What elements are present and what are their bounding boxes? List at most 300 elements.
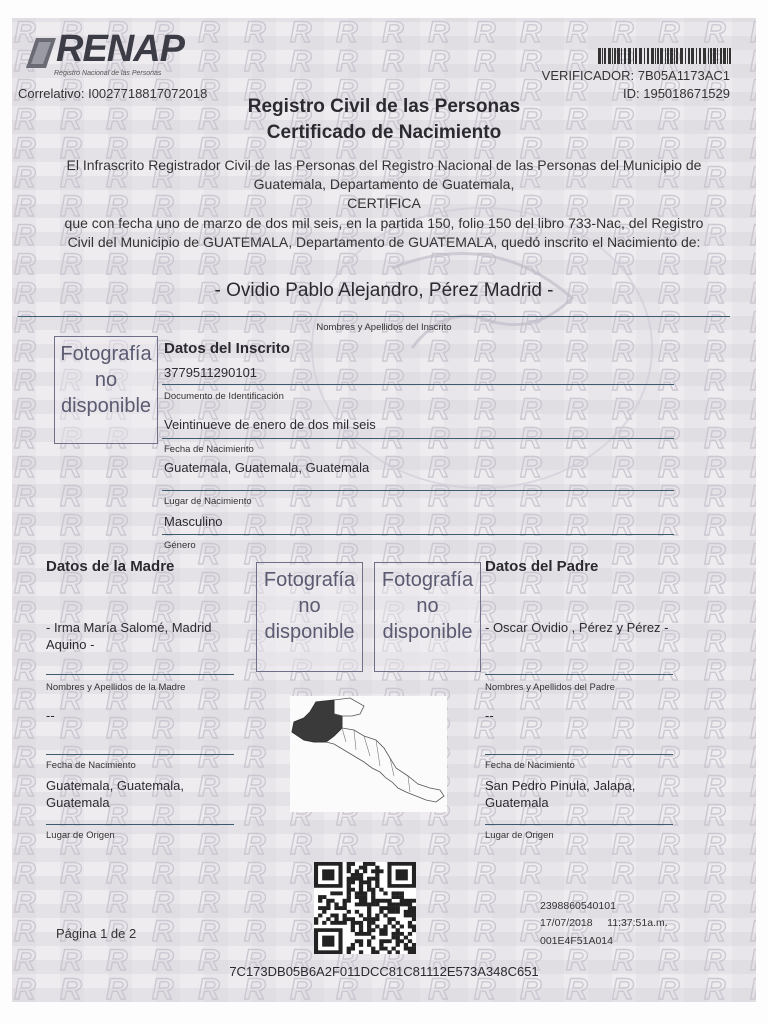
field-underline: [485, 824, 673, 825]
barcode-bar: [655, 48, 656, 64]
qr-module: [351, 943, 355, 947]
qr-module: [355, 939, 359, 943]
qr-module: [383, 939, 387, 943]
qr-module: [392, 925, 396, 929]
qr-module: [396, 910, 400, 914]
barcode-bar: [670, 48, 673, 64]
barcode-bar: [614, 48, 616, 64]
photo-text: no: [298, 595, 321, 617]
qr-module: [375, 873, 379, 877]
qr-module: [404, 902, 408, 906]
qr-module: [330, 891, 334, 895]
qr-module: [396, 906, 400, 910]
qr-module: [396, 891, 400, 895]
qr-module: [396, 895, 400, 899]
qr-module: [351, 947, 355, 951]
qr-module: [347, 869, 351, 873]
qr-module: [396, 928, 400, 932]
qr-module: [392, 895, 396, 899]
qr-module: [396, 950, 400, 954]
document-id: ID: 195018671529: [623, 86, 730, 101]
qr-module: [375, 925, 379, 929]
barcode-bar: [674, 48, 675, 64]
photo-text: Fotografía: [263, 569, 356, 591]
qr-module: [347, 880, 351, 884]
qr-module: [383, 914, 387, 918]
qr-module: [375, 950, 379, 954]
qr-module: [363, 869, 367, 873]
qr-module: [347, 899, 351, 903]
qr-module: [334, 914, 338, 918]
barcode-bar: [657, 48, 659, 64]
qr-module: [371, 921, 375, 925]
qr-module: [400, 925, 404, 929]
qr-module: [404, 943, 408, 947]
qr-module: [412, 943, 416, 947]
barcode-bar: [602, 48, 603, 64]
qr-finder-module: [396, 869, 408, 880]
print-id: 2398860540101: [540, 900, 616, 912]
qr-module: [322, 895, 326, 899]
qr-module: [347, 862, 351, 866]
qr-module: [367, 921, 371, 925]
verification-hash: 7C173DB05B6A2F011DCC81C81112E573A348C651: [229, 964, 539, 979]
qr-module: [343, 921, 347, 925]
qr-module: [347, 947, 351, 951]
barcode-bar: [621, 48, 622, 64]
qr-module: [363, 866, 367, 870]
print-code: 001E4F51A014: [540, 935, 613, 947]
qr-module: [326, 899, 330, 903]
qr-module: [367, 914, 371, 918]
mother-origin: Guatemala: [46, 795, 110, 810]
qr-module: [408, 932, 412, 936]
qr-module: [383, 947, 387, 951]
barcode-bar: [717, 48, 718, 64]
qr-finder-module: [322, 936, 334, 947]
qr-module: [367, 925, 371, 929]
qr-module: [371, 895, 375, 899]
qr-module: [396, 932, 400, 936]
field-underline: [162, 490, 674, 491]
qr-module: [359, 884, 363, 888]
qr-module: [412, 950, 416, 954]
father-photo-placeholder: [374, 562, 481, 672]
father-origin: San Pedro Pinula, Jalapa,: [485, 778, 636, 793]
qr-module: [379, 906, 383, 910]
qr-module: [412, 947, 416, 951]
qr-module: [412, 899, 416, 903]
qr-module: [363, 862, 367, 866]
qr-module: [318, 895, 322, 899]
qr-module: [347, 891, 351, 895]
barcode-bar: [651, 48, 654, 64]
qr-module: [371, 917, 375, 921]
qr-module: [387, 950, 391, 954]
mother-section-title: Datos de la Madre: [46, 558, 175, 575]
father-origin-caption: Lugar de Origen: [485, 830, 554, 841]
qr-module: [379, 932, 383, 936]
registrant-full-name: - Ovidio Pablo Alejandro, Pérez Madrid -: [214, 280, 554, 301]
registrant-birth-place: Guatemala, Guatemala, Guatemala: [164, 460, 370, 475]
qr-module: [367, 910, 371, 914]
correlativo: Correlativo: I0027718817072018: [18, 86, 208, 101]
qr-module: [367, 939, 371, 943]
barcode-bar: [720, 48, 722, 64]
qr-module: [408, 914, 412, 918]
qr-module: [375, 902, 379, 906]
photo-text: no: [94, 369, 118, 391]
logo-subtitle: Registro Nacional de las Personas: [54, 70, 162, 77]
barcode-bar: [635, 48, 637, 64]
photo-text: no: [416, 595, 439, 617]
field-underline: [46, 674, 234, 675]
barcode-bar: [667, 48, 669, 64]
qr-module: [367, 884, 371, 888]
barcode-bar: [696, 48, 697, 64]
gender-caption: Género: [164, 540, 196, 551]
qr-module: [334, 902, 338, 906]
qr-module: [371, 899, 375, 903]
qr-module: [338, 891, 342, 895]
qr-module: [375, 880, 379, 884]
qr-module: [408, 939, 412, 943]
qr-module: [387, 939, 391, 943]
qr-module: [408, 947, 412, 951]
photo-text: disponible: [264, 621, 355, 643]
qr-module: [330, 914, 334, 918]
qr-module: [359, 914, 363, 918]
qr-module: [367, 906, 371, 910]
document-caption: Documento de Identificación: [164, 391, 284, 402]
qr-module: [355, 877, 359, 881]
barcode-bar: [723, 48, 726, 64]
qr-module: [314, 917, 318, 921]
qr-module: [387, 921, 391, 925]
qr-module: [400, 895, 404, 899]
qr-module: [379, 928, 383, 932]
qr-module: [351, 928, 355, 932]
qr-module: [404, 914, 408, 918]
qr-module: [392, 902, 396, 906]
verificador: VERIFICADOR: 7B05A1173AC1: [541, 68, 730, 83]
photo-text: disponible: [382, 621, 473, 643]
field-underline: [162, 438, 674, 439]
page-counter: Página 1 de 2: [56, 926, 137, 941]
title-registry: Registro Civil de las Personas: [247, 96, 521, 117]
qr-module: [371, 888, 375, 892]
registrant-document: 3779511290101: [164, 365, 258, 380]
qr-module: [351, 873, 355, 877]
qr-module: [355, 891, 359, 895]
print-timestamp: 17/07/2018 11:37:51a.m.: [540, 917, 668, 929]
qr-module: [334, 921, 338, 925]
qr-module: [404, 910, 408, 914]
qr-module: [330, 899, 334, 903]
qr-module: [392, 906, 396, 910]
registrant-photo-placeholder: [54, 336, 158, 444]
qr-module: [343, 906, 347, 910]
qr-module: [387, 917, 391, 921]
qr-module: [355, 910, 359, 914]
qr-module: [359, 950, 363, 954]
qr-module: [363, 932, 367, 936]
qr-module: [343, 902, 347, 906]
barcode-bar: [644, 48, 645, 64]
qr-module: [351, 862, 355, 866]
barcode-bar: [665, 48, 666, 64]
qr-module: [330, 921, 334, 925]
qr-module: [359, 902, 363, 906]
father-origin: Guatemala: [485, 795, 549, 810]
qr-module: [355, 902, 359, 906]
qr-module: [404, 899, 408, 903]
qr-module: [363, 917, 367, 921]
qr-module: [379, 939, 383, 943]
qr-module: [347, 917, 351, 921]
barcode-bar: [647, 48, 649, 64]
qr-module: [387, 910, 391, 914]
barcode-bar: [688, 48, 690, 64]
qr-module: [359, 891, 363, 895]
qr-module: [396, 936, 400, 940]
qr-module: [392, 891, 396, 895]
qr-module: [351, 917, 355, 921]
mother-birth-date-caption: Fecha de Nacimiento: [46, 760, 136, 771]
mother-name: - Irma María Salomé, Madrid: [46, 620, 212, 635]
qr-module: [387, 906, 391, 910]
qr-finder-module: [322, 869, 334, 880]
qr-module: [408, 899, 412, 903]
qr-module: [359, 895, 363, 899]
qr-module: [412, 917, 416, 921]
barcode-bar: [729, 48, 731, 64]
qr-module: [412, 914, 416, 918]
barcode-bar: [699, 48, 701, 64]
qr-module: [371, 862, 375, 866]
qr-module: [322, 910, 326, 914]
registrant-birth-date: Veintinueve de enero de dos mil seis: [164, 417, 376, 432]
field-underline: [162, 384, 674, 385]
qr-module: [367, 917, 371, 921]
qr-module: [392, 917, 396, 921]
barcode-bar: [624, 48, 626, 64]
qr-module: [383, 925, 387, 929]
qr-module: [359, 873, 363, 877]
qr-module: [375, 917, 379, 921]
qr-module: [343, 899, 347, 903]
barcode-bar: [676, 48, 678, 64]
qr-module: [375, 869, 379, 873]
registrant-name-caption: Nombres y Apellidos del Inscrito: [316, 322, 452, 333]
qr-module: [408, 902, 412, 906]
qr-module: [412, 928, 416, 932]
qr-module: [371, 869, 375, 873]
qr-module: [322, 921, 326, 925]
qr-module: [334, 891, 338, 895]
central-america-map: [290, 696, 447, 812]
father-birth-date-caption: Fecha de Nacimiento: [485, 760, 575, 771]
qr-module: [375, 914, 379, 918]
qr-module: [371, 891, 375, 895]
qr-module: [404, 936, 408, 940]
mother-origin: Guatemala, Guatemala,: [46, 778, 185, 793]
field-underline: [46, 754, 234, 755]
qr-module: [326, 902, 330, 906]
birth-place-caption: Lugar de Nacimiento: [164, 496, 252, 507]
qr-module: [347, 877, 351, 881]
qr-module: [338, 906, 342, 910]
father-birth-date: --: [485, 708, 494, 723]
barcode-bar: [713, 48, 716, 64]
qr-module: [334, 906, 338, 910]
photo-text: disponible: [60, 395, 152, 417]
barcode-bar: [703, 48, 706, 64]
qr-module: [355, 869, 359, 873]
birth-date-caption: Fecha de Nacimiento: [164, 444, 254, 455]
qr-module: [347, 866, 351, 870]
registrant-section-title: Datos del Inscrito: [164, 340, 290, 357]
qr-module: [363, 895, 367, 899]
barcode-bar: [660, 48, 663, 64]
qr-module: [359, 939, 363, 943]
qr-module: [400, 902, 404, 906]
qr-module: [400, 899, 404, 903]
certificate-page: [12, 18, 756, 1002]
field-underline: [162, 534, 674, 535]
qr-module: [408, 910, 412, 914]
field-underline: [485, 674, 673, 675]
mother-birth-date: --: [46, 708, 55, 723]
qr-module: [371, 877, 375, 881]
qr-module: [371, 936, 375, 940]
qr-module: [387, 902, 391, 906]
qr-module: [371, 950, 375, 954]
qr-module: [383, 906, 387, 910]
qr-module: [367, 862, 371, 866]
qr-module: [367, 902, 371, 906]
qr-module: [343, 917, 347, 921]
barcode-bar: [598, 48, 601, 64]
qr-module: [359, 928, 363, 932]
certifica-label: CERTIFICA: [347, 195, 421, 211]
qr-module: [355, 932, 359, 936]
qr-module: [359, 932, 363, 936]
barcode-bar: [710, 48, 712, 64]
qr-module: [367, 880, 371, 884]
registration-paragraph: que con fecha uno de marzo de dos mil seis, en la partida 150, folio 150 del libro 733-Nac, del Registro Civil del Municipio de GUATEMALA, Departamento de GUATEMALA, quedó inscrito el Nacimiento de:: [64, 215, 704, 250]
field-underline: [485, 754, 673, 755]
photo-text: Fotografía: [60, 343, 152, 365]
qr-module: [359, 943, 363, 947]
qr-module: [367, 932, 371, 936]
qr-module: [400, 891, 404, 895]
qr-module: [412, 910, 416, 914]
qr-module: [379, 888, 383, 892]
qr-module: [396, 921, 400, 925]
field-underline: [46, 824, 234, 825]
qr-module: [343, 914, 347, 918]
qr-module: [355, 921, 359, 925]
father-section-title: Datos del Padre: [485, 558, 599, 575]
photo-text: Fotografía: [381, 569, 474, 591]
intro-paragraph: El Infrascrito Registrador Civil de las Personas del Registro Nacional de las Personas del Municipio de Guatemala, Departamento de Guatemala,: [66, 157, 702, 192]
mother-name-caption: Nombres y Apellidos de la Madre: [46, 682, 186, 693]
qr-module: [408, 921, 412, 925]
qr-module: [412, 906, 416, 910]
logo-text: RENAP: [56, 28, 185, 70]
qr-module: [400, 939, 404, 943]
qr-module: [363, 891, 367, 895]
qr-module: [371, 928, 375, 932]
qr-module: [334, 917, 338, 921]
qr-module: [359, 877, 363, 881]
qr-module: [347, 950, 351, 954]
barcode-bar: [639, 48, 642, 64]
barcode-bar: [604, 48, 606, 64]
barcode-bar: [633, 48, 634, 64]
divider: [18, 316, 730, 317]
qr-module: [392, 947, 396, 951]
qr-module: [359, 888, 363, 892]
qr-module: [367, 943, 371, 947]
qr-module: [392, 910, 396, 914]
registrant-gender: Masculino: [164, 514, 223, 529]
mother-origin-caption: Lugar de Origen: [46, 830, 115, 841]
father-name: - Oscar Ovidio , Pérez y Pérez -: [485, 620, 669, 635]
qr-module: [359, 899, 363, 903]
qr-module: [314, 921, 318, 925]
title-certificate: Certificado de Nacimiento: [266, 122, 502, 143]
qr-module: [359, 921, 363, 925]
mother-photo-placeholder: [256, 562, 363, 672]
qr-module: [326, 917, 330, 921]
barcode-bar: [708, 48, 709, 64]
qr-module: [351, 877, 355, 881]
qr-module: [383, 899, 387, 903]
qr-module: [351, 925, 355, 929]
barcode-bar: [680, 48, 683, 64]
qr-module: [351, 921, 355, 925]
barcode: [598, 48, 732, 64]
qr-module: [404, 947, 408, 951]
qr-module: [367, 928, 371, 932]
qr-module: [375, 877, 379, 881]
qr-module: [359, 925, 363, 929]
barcode-bar: [608, 48, 611, 64]
qr-module: [363, 880, 367, 884]
qr-module: [379, 947, 383, 951]
qr-module: [396, 943, 400, 947]
qr-module: [318, 906, 322, 910]
qr-module: [383, 932, 387, 936]
qr-module: [383, 928, 387, 932]
qr-module: [400, 932, 404, 936]
qr-module: [383, 891, 387, 895]
qr-module: [351, 880, 355, 884]
barcode-bar: [685, 48, 686, 64]
barcode-bar: [628, 48, 631, 64]
qr-module: [379, 869, 383, 873]
qr-module: [408, 950, 412, 954]
qr-module: [396, 902, 400, 906]
barcode-bar: [727, 48, 728, 64]
qr-module: [347, 895, 351, 899]
qr-module: [379, 899, 383, 903]
qr-module: [359, 866, 363, 870]
qr-module: [375, 866, 379, 870]
qr-module: [379, 943, 383, 947]
